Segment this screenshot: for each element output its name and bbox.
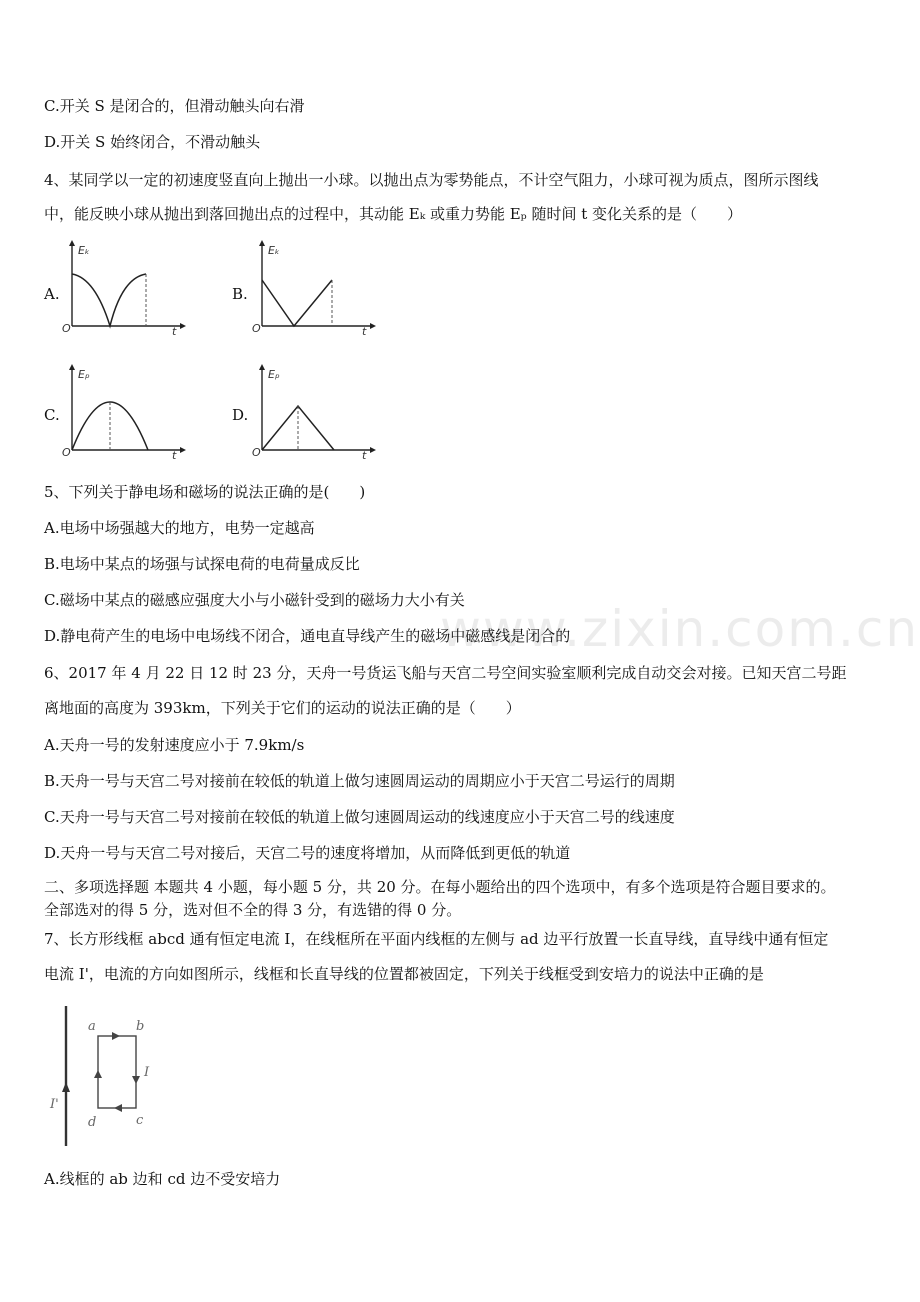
graph-d-ylabel: Eₚ xyxy=(268,368,280,381)
question-6-line2: 离地面的高度为 393km，下列关于它们的运动的说法正确的是（ ） xyxy=(44,699,521,717)
graph-d-xlabel: t xyxy=(362,449,367,462)
graph-c-option: C. xyxy=(44,406,60,424)
question-7-line1: 7、长方形线框 abcd 通有恒定电流 I，在线框所在平面内线框的左侧与 ad 边平行放置一长直导线，直导线中通有恒定 xyxy=(44,930,829,948)
graph-d xyxy=(250,364,380,464)
corner-a-label: a xyxy=(88,1019,96,1034)
graph-b-xlabel: t xyxy=(362,325,367,338)
graph-a-option: A. xyxy=(44,285,60,303)
option-7a: A.线框的 ab 边和 cd 边不受安培力 xyxy=(44,1170,281,1188)
graph-c-xlabel: t xyxy=(172,449,177,462)
corner-b-label: b xyxy=(136,1019,145,1034)
graph-b-origin: O xyxy=(252,322,261,335)
option-5c: C.磁场中某点的磁感应强度大小与小磁针受到的磁场力大小有关 xyxy=(44,591,465,609)
graph-b-ylabel: Eₖ xyxy=(268,244,280,257)
graph-a xyxy=(60,240,190,340)
question-5: 5、下列关于静电场和磁场的说法正确的是( ) xyxy=(44,483,366,501)
option-5b: B.电场中某点的场强与试探电荷的电荷量成反比 xyxy=(44,555,360,573)
option-5a: A.电场中场强越大的地方，电势一定越高 xyxy=(44,519,315,537)
loop-current-label: I xyxy=(144,1065,150,1080)
graph-b-option: B. xyxy=(232,285,248,303)
section-2-scoring: 全部选对的得 5 分，选对但不全的得 3 分，有选错的得 0 分。 xyxy=(44,901,462,919)
watermark: www.zixin.com.cn xyxy=(440,600,920,658)
graph-d-option: D. xyxy=(232,406,249,424)
graph-d-origin: O xyxy=(252,446,261,459)
option-6d: D.天舟一号与天宫二号对接后，天宫二号的速度将增加，从而降低到更低的轨道 xyxy=(44,844,571,862)
graph-c-ylabel: Eₚ xyxy=(78,368,90,381)
graph-a-ylabel: Eₖ xyxy=(78,244,90,257)
corner-d-label: d xyxy=(88,1115,97,1130)
option-3d: D.开关 S 始终闭合，不滑动触头 xyxy=(44,133,261,151)
option-6a: A.天舟一号的发射速度应小于 7.9km/s xyxy=(44,736,305,754)
corner-c-label: c xyxy=(136,1113,144,1128)
question-6-line1: 6、2017 年 4 月 22 日 12 时 23 分，天舟一号货运飞船与天宫二号空间实验室顺利完成自动交会对接。已知天宫二号距 xyxy=(44,664,847,682)
option-6b: B.天舟一号与天宫二号对接前在较低的轨道上做匀速圆周运动的周期应小于天宫二号运行的周期 xyxy=(44,772,675,790)
graph-a-xlabel: t xyxy=(172,325,177,338)
question-4-line1: 4、某同学以一定的初速度竖直向上抛出一小球。以抛出点为零势能点，不计空气阻力，小球可视为质点，图所示图线 xyxy=(44,171,819,189)
question-7-line2: 电流 I'，电流的方向如图所示，线框和长直导线的位置都被固定，下列关于线框受到安培力的说法中正确的是 xyxy=(44,965,764,983)
wire-current-label: I' xyxy=(50,1097,59,1112)
question-4-line2: 中，能反映小球从抛出到落回抛出点的过程中，其动能 Eₖ 或重力势能 Eₚ 随时间 t 变化关系的是（ ） xyxy=(44,205,743,223)
figure-7-loop xyxy=(44,1000,174,1160)
option-3c: C.开关 S 是闭合的，但滑动触头向右滑 xyxy=(44,97,305,115)
option-5d: D.静电荷产生的电场中电场线不闭合，通电直导线产生的磁场中磁感线是闭合的 xyxy=(44,627,571,645)
option-6c: C.天舟一号与天宫二号对接前在较低的轨道上做匀速圆周运动的线速度应小于天宫二号的线速度 xyxy=(44,808,675,826)
graph-a-origin: O xyxy=(62,322,71,335)
graph-c xyxy=(60,364,190,464)
graph-c-origin: O xyxy=(62,446,71,459)
graph-b xyxy=(250,240,380,340)
section-2-heading: 二、多项选择题 本题共 4 小题，每小题 5 分，共 20 分。在每小题给出的四个选项中，有多个选项是符合题目要求的。 xyxy=(44,878,836,896)
